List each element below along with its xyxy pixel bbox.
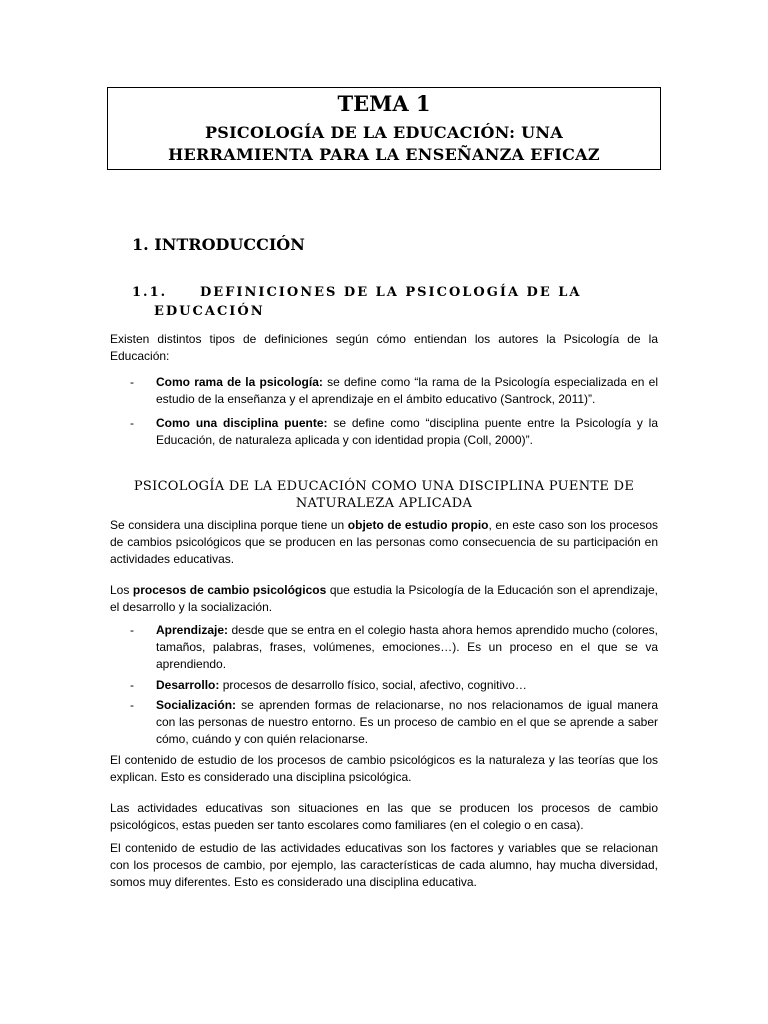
list-text: se define como “la rama de la Psicología especializada en el estudio de la enseñanza y el aprendizaje en el ámbito educativo (Santrock, 2011)”.: [156, 375, 658, 406]
bold-run: objeto de estudio propio: [347, 518, 489, 532]
list-dash: -: [130, 375, 134, 389]
list-item: [110, 415, 658, 449]
paragraph-objeto-estudio: [110, 517, 658, 568]
subsection-heading-line-1: DEFINICIONES DE LA PSICOLOGÍA DE LA: [200, 285, 582, 300]
title-line-1: PSICOLOGÍA DE LA EDUCACIÓN: UNA: [204, 123, 564, 142]
text-run: que estudia la Psicología de la Educación son el aprendizaje, el desarrollo y la socialización.: [110, 583, 658, 614]
intro-paragraph: Existen distintos tipos de definiciones según cómo entiendan los autores la Psicología de la Educación:: [110, 332, 658, 363]
subheading-line-1: PSICOLOGÍA DE LA EDUCACIÓN COMO UNA DISCIPLINA PUENTE DE: [133, 479, 635, 494]
list-term: Como rama de la psicología:: [156, 375, 323, 389]
list-item: [110, 622, 658, 673]
paragraph-contenido-psicologico: El contenido de estudio de los procesos de cambio psicológicos es la naturaleza y las teorías que los explican. Esto es considerado una disciplina psicológica.: [110, 753, 658, 784]
text-run: , en este caso son los procesos de cambios psicológicos que se producen en las personas como consecuencia de su participación en actividades educativas.: [110, 518, 658, 566]
list-term: Como una disciplina puente:: [156, 416, 328, 430]
title-line-2: HERRAMIENTA PARA LA ENSEÑANZA EFICAZ: [168, 145, 600, 164]
subheading-disciplina-puente: [110, 478, 658, 512]
list-text: se aprenden formas de relacionarse, no nos relacionamos de igual manera con las personas de nuestro entorno. Es un proceso de cambio en el que se aprende a saber cómo, cuándo y con quién relacionarse.: [156, 698, 658, 746]
text-run: Se considera una disciplina porque tiene un: [110, 518, 348, 532]
list-item: [110, 677, 658, 694]
list-text: procesos de desarrollo físico, social, afectivo, cognitivo…: [219, 678, 527, 692]
bold-run: procesos de cambio psicológicos: [132, 583, 327, 597]
text-run: Los: [110, 583, 133, 597]
list-term: Aprendizaje:: [156, 623, 229, 637]
document-title: [108, 122, 660, 166]
paragraph-actividades-educativas: Las actividades educativas son situaciones en las que se producen los procesos de cambio psicológicos, estas pueden ser tanto escolares como familiares (en el colegio o en casa).: [110, 801, 658, 832]
tema-label: TEMA 1: [337, 91, 431, 116]
paragraph-procesos-cambio: [110, 582, 658, 616]
section-heading-introduccion: 1. INTRODUCCIÓN: [132, 235, 305, 254]
subsection-heading-line-2: EDUCACIÓN: [154, 304, 265, 319]
subsection-heading-definiciones: [132, 283, 662, 321]
list-term: Socialización:: [156, 698, 237, 712]
subsection-number: 1.1.: [132, 285, 168, 300]
list-item: [110, 697, 658, 748]
list-item: [110, 374, 658, 408]
list-dash: -: [130, 678, 134, 692]
list-dash: -: [130, 623, 134, 637]
list-text: se define como “disciplina puente entre la Psicología y la Educación, de naturaleza aplicada y con identidad propia (Coll, 2000)”.: [156, 416, 658, 447]
list-dash: -: [130, 416, 134, 430]
list-dash: -: [130, 698, 134, 712]
list-term: Desarrollo:: [156, 678, 220, 692]
title-box: [107, 87, 661, 170]
paragraph-contenido-educativo: El contenido de estudio de las actividades educativas son los factores y variables que se relacionan con los procesos de cambio, por ejemplo, las características de cada alumno, hay mucha diversidad, somos muy diferentes. Esto es considerado una disciplina educativa.: [110, 841, 658, 889]
subheading-line-2: NATURALEZA APLICADA: [295, 496, 473, 511]
list-text: desde que se entra en el colegio hasta ahora hemos aprendido mucho (colores, tamaños, palabras, frases, volúmenes, emociones…). Es un proceso en el que se va aprendiendo.: [156, 623, 658, 671]
